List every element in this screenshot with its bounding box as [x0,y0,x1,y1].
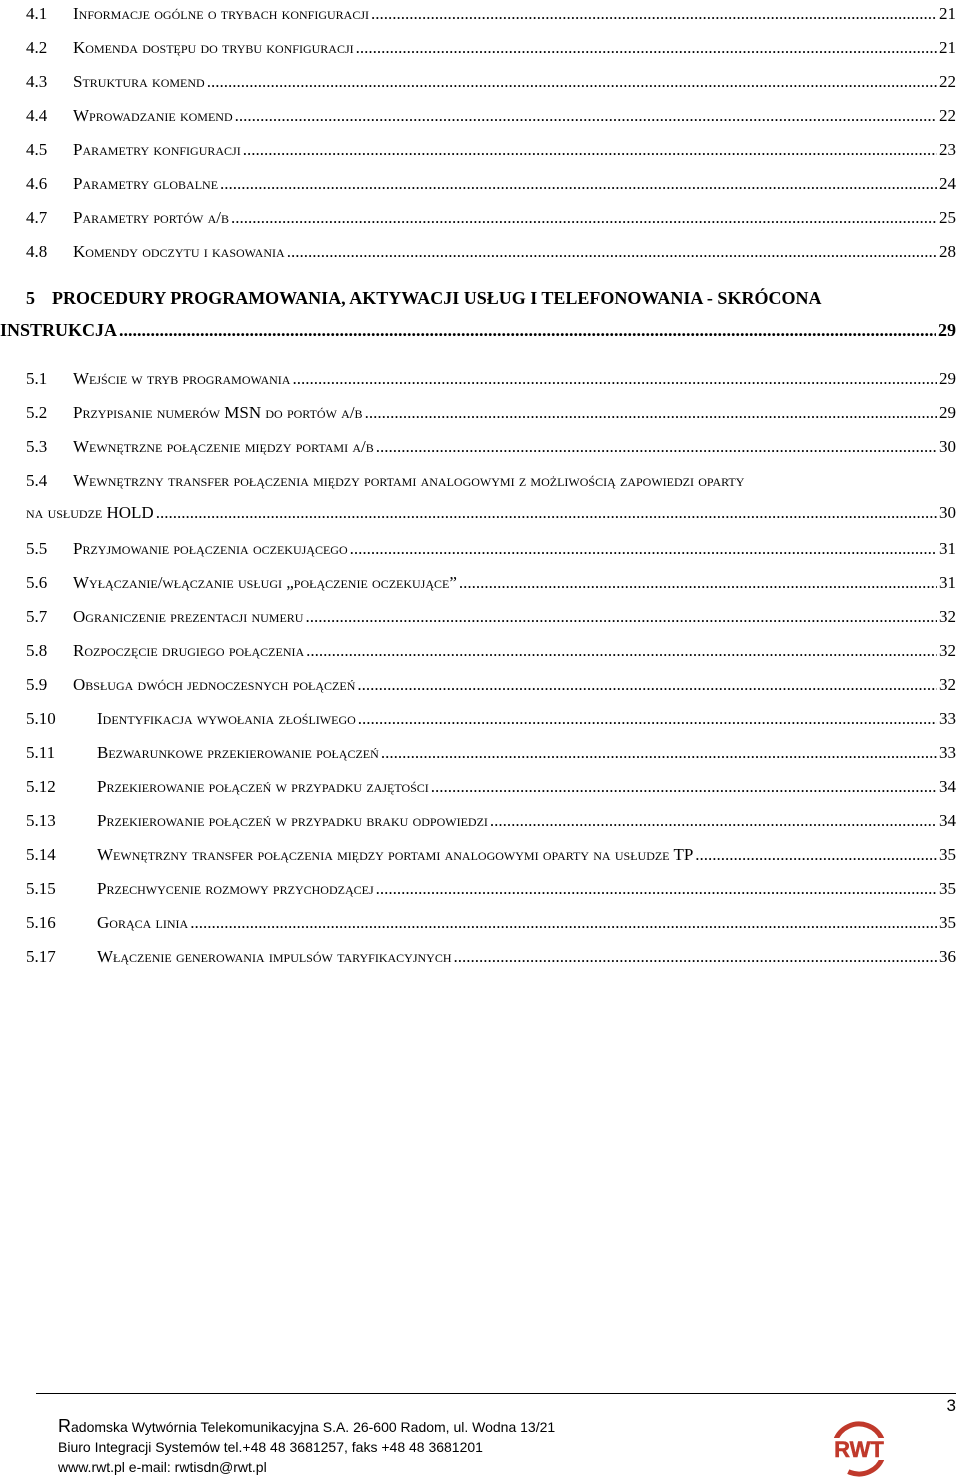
toc-page: 21 [939,38,956,57]
toc-number: 4.3 [26,72,48,91]
toc-page: 35 [939,879,956,898]
toc-number: 5.17 [26,947,56,966]
footer-web-line: www.rwt.pl e-mail: rwtisdn@rwt.pl [58,1459,267,1475]
toc-leader [156,503,937,523]
toc-entry-5-2[interactable] [26,403,956,423]
toc-entry-4-1[interactable] [26,4,956,24]
toc-title-continued: INSTRUKCJA [0,320,118,340]
toc-entry-5-17[interactable] [26,947,956,967]
toc-entry-4-2[interactable] [26,38,956,58]
toc-leader [381,743,937,763]
toc-page: 33 [939,709,956,728]
toc-page: 22 [939,72,956,91]
toc-title: Struktura komend [73,72,205,91]
toc-title: Przechwycenie rozmowy przychodzącej [97,879,374,898]
toc-number: 5.9 [26,675,48,694]
toc-entry-4-5[interactable] [26,140,956,160]
toc-number: 5.4 [26,471,48,490]
toc-page: 32 [939,675,956,694]
toc-number: 4.6 [26,174,48,193]
toc-title: Gorąca linia [97,913,189,932]
toc-leader [119,319,936,341]
toc-number: 4.4 [26,106,48,125]
toc-number: 5.14 [26,845,56,864]
toc-leader [287,242,937,262]
toc-page: 34 [939,777,956,796]
toc-title: Komenda dostępu do trybu konfiguracji [73,38,354,57]
toc-leader [305,607,937,627]
toc-page: 31 [939,573,956,592]
toc-page: 28 [939,242,956,261]
toc-entry-5-6[interactable] [26,573,956,593]
toc-page: 30 [939,503,956,522]
toc-leader [357,675,937,695]
toc-number: 5.16 [26,913,56,932]
toc-number: 5.1 [26,369,48,388]
toc-page: 32 [939,641,956,660]
toc-title: Parametry konfiguracji [73,140,241,159]
toc-title: Włączenie generowania impulsów taryfikacyjnych [97,947,452,966]
toc-title: Wprowadzanie komend [73,106,233,125]
toc-page: 35 [939,845,956,864]
toc-entry-4-4[interactable] [26,106,956,126]
footer-company-line: Radomska Wytwórnia Telekomunikacyjna S.A. 26-600 Radom, ul. Wodna 13/21 [58,1416,556,1436]
toc-number: 5.6 [26,573,48,592]
toc-number: 5.2 [26,403,48,422]
toc-number: 5.11 [26,743,56,762]
toc-entry-5-15[interactable] [26,879,956,899]
toc-title: Ograniczenie prezentacji numeru [73,607,304,626]
page-number: 3 [946,1396,956,1415]
toc-page: 36 [939,947,956,966]
toc-leader [431,777,937,797]
toc-leader [376,437,937,457]
toc-page: 23 [939,140,956,159]
rwt-logo-icon [818,1420,900,1478]
toc-title: Parametry globalne [73,174,219,193]
toc-entry-5-16[interactable] [26,913,956,933]
toc-leader [358,709,937,729]
toc-entry-5-10[interactable] [26,709,956,729]
toc-chapter-5[interactable] [0,287,956,341]
toc-title: Przekierowanie połączeń w przypadku zajętości [97,777,429,796]
toc-leader [365,403,937,423]
toc-page: 31 [939,539,956,558]
toc-title: Wewnętrzny transfer połączenia między portami analogowymi z możliwością zapowiedzi oparty [73,471,745,490]
toc-entry-4-7[interactable] [26,208,956,228]
toc-line2 [26,503,956,523]
toc-number: 4.7 [26,208,48,227]
toc-entry-5-4[interactable] [26,471,956,523]
toc-entry-4-8[interactable] [26,242,956,262]
toc-leader [356,38,937,58]
toc-page: 29 [939,369,956,388]
toc-number: 5.7 [26,607,48,626]
toc-page: 33 [939,743,956,762]
toc-title: Wejście w tryb programowania [73,369,291,388]
toc-leader [376,879,937,899]
toc-number: 4.1 [26,4,48,23]
toc-line1 [26,471,956,491]
toc-leader [235,106,937,126]
toc-number: 5.8 [26,641,48,660]
toc-page: 35 [939,913,956,932]
toc-page: 30 [939,437,956,456]
toc-title: Przyjmowanie połączenia oczekującego [73,539,348,558]
toc-title: Informacje ogólne o trybach konfiguracji [73,4,370,23]
toc-title-continued: na usłudze HOLD [26,503,154,522]
footer-divider [36,1393,956,1394]
toc-entry-5-13[interactable] [26,811,956,831]
toc-title: PROCEDURY PROGRAMOWANIA, AKTYWACJI USŁUG I TELEFONOWANIA - SKRÓCONA [52,288,822,308]
toc-leader [220,174,937,194]
toc-leader [459,573,937,593]
toc-number: 5.10 [26,709,56,728]
toc-page: 22 [939,106,956,125]
toc-title: Bezwarunkowe przekierowanie połączeń [97,743,379,762]
toc-page: 21 [939,4,956,23]
toc-page: 34 [939,811,956,830]
toc-entry-5-12[interactable] [26,777,956,797]
toc-leader [243,140,937,160]
toc-page: 25 [939,208,956,227]
toc-entry-5-9[interactable] [26,675,956,695]
toc-number: 5.13 [26,811,56,830]
toc-title: Obsługa dwóch jednoczesnych połączeń [73,675,356,694]
toc-number: 5.12 [26,777,56,796]
toc-entry-5-3[interactable] [26,437,956,457]
toc-title: Przekierowanie połączeń w przypadku braku odpowiedzi [97,811,488,830]
toc-page: 29 [938,320,956,340]
toc-number: 5.15 [26,879,56,898]
toc-entry-5-5[interactable] [26,539,956,559]
toc-number: 4.2 [26,38,48,57]
toc-page: 29 [939,403,956,422]
toc-title: Przypisanie numerów MSN do portów a/b [73,403,363,422]
toc-entry-5-8[interactable] [26,641,956,661]
toc-title: Wewnętrzne połączenie między portami a/b [73,437,374,456]
toc-entry-5-1[interactable] [26,369,956,389]
toc-leader [490,811,937,831]
toc-entry-5-7[interactable] [26,607,956,627]
toc-leader [306,641,937,661]
toc-page: 32 [939,607,956,626]
toc-leader [695,845,937,865]
toc-title: Identyfikacja wywołania złośliwego [97,709,356,728]
toc-number: 5.3 [26,437,48,456]
toc-leader [454,947,938,967]
toc-number: 5 [26,288,35,308]
toc-number: 4.8 [26,242,48,261]
toc-leader [371,4,937,24]
toc-chapter-line2 [0,319,956,341]
footer-contact-line: Biuro Integracji Systemów tel.+48 48 3681257, faks +48 48 3681201 [58,1439,483,1455]
toc-entry-5-14[interactable] [26,845,956,865]
toc-title: Rozpoczęcie drugiego połączenia [73,641,305,660]
toc-leader [292,369,937,389]
toc-page: 24 [939,174,956,193]
toc-entry-4-3[interactable] [26,72,956,92]
toc-leader [207,72,937,92]
logo-text: RWT [834,1437,884,1462]
toc-number: 4.5 [26,140,48,159]
toc-entry-4-6[interactable] [26,174,956,194]
footer-address [58,1416,555,1477]
toc-title: Komendy odczytu i kasowania [73,242,285,261]
toc-leader [350,539,937,559]
toc-title: Wewnętrzny transfer połączenia między portami analogowymi oparty na usłudze TP [97,845,694,864]
toc-leader [190,913,937,933]
toc-title: Parametry portów a/b [73,208,229,227]
toc-entry-5-11[interactable] [26,743,956,763]
toc-leader [231,208,937,228]
toc-chapter-line1 [26,287,956,309]
toc-number: 5.5 [26,539,48,558]
toc-title: Wyłączanie/włączanie usługi „połączenie oczekujące” [73,573,457,592]
